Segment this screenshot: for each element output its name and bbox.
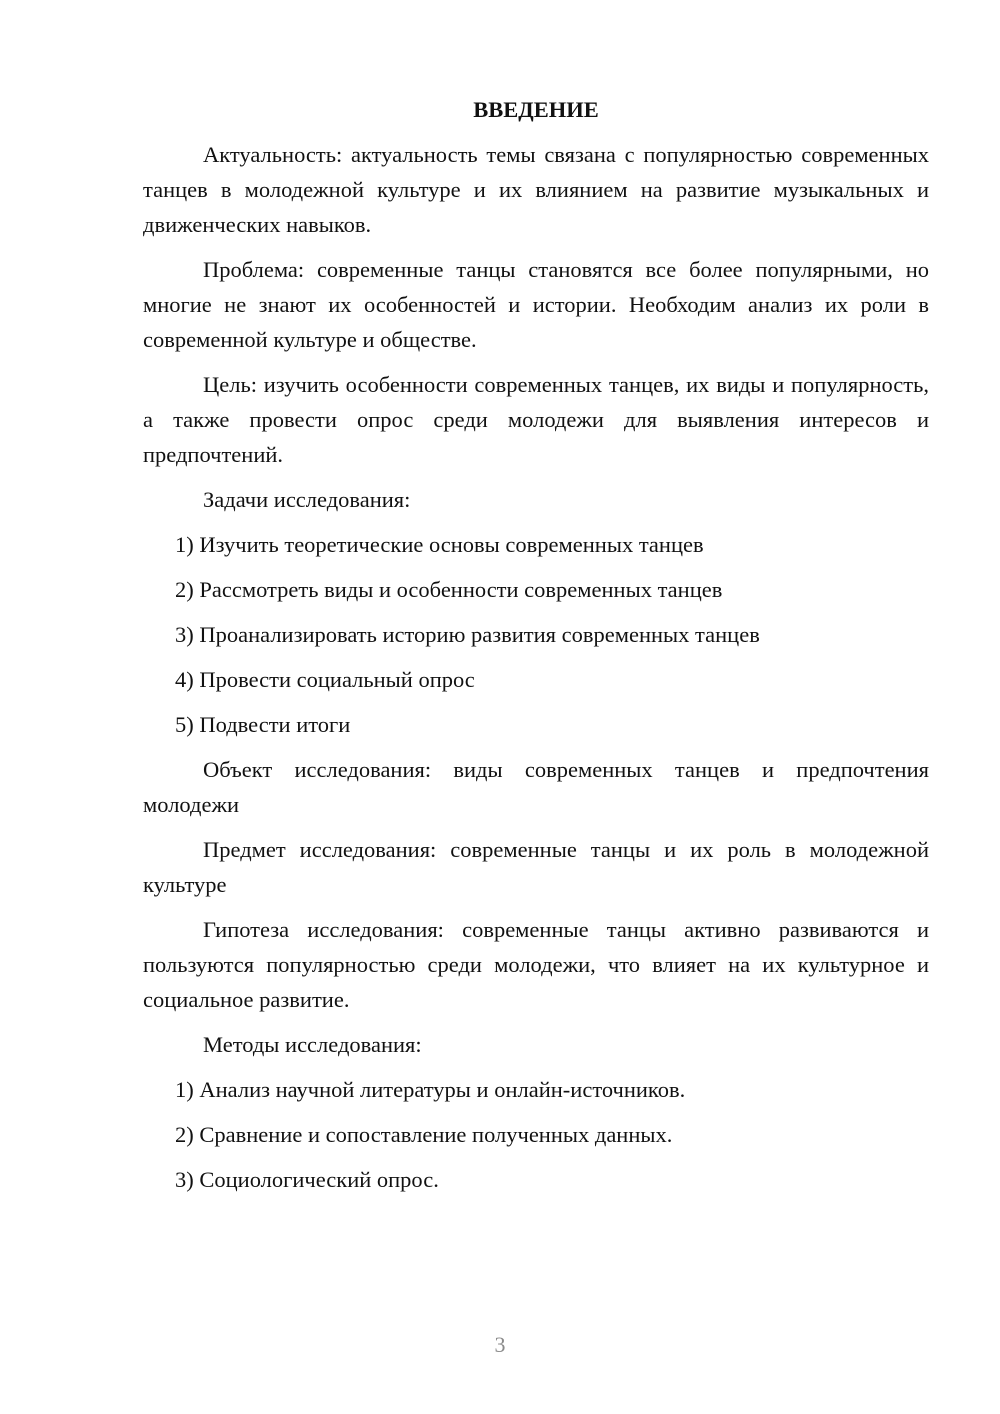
subject-paragraph: Предмет исследования: современные танцы и их роль в молодежной культуре	[143, 837, 929, 897]
methods-title: Методы исследования:	[203, 1032, 422, 1057]
task-item: 1) Изучить теоретические основы современных танцев	[175, 532, 704, 557]
method-item: 3) Социологический опрос.	[175, 1167, 439, 1192]
goal-paragraph: Цель: изучить особенности современных танцев, их виды и популярность, а также провести опрос среди молодежи для выявления интересов и предпочтений.	[143, 372, 929, 467]
tasks-list	[143, 527, 929, 742]
page-content	[143, 92, 929, 1207]
task-item: 3) Проанализировать историю развития современных танцев	[175, 622, 760, 647]
methods-list	[143, 1072, 929, 1197]
method-item: 1) Анализ научной литературы и онлайн-источников.	[175, 1077, 686, 1102]
page-number: 3	[494, 1332, 506, 1357]
problem-paragraph: Проблема: современные танцы становятся все более популярными, но многие не знают их особенностей и истории. Необходим анализ их роли в современной культуре и обществе.	[143, 257, 929, 352]
method-item: 2) Сравнение и сопоставление полученных данных.	[175, 1122, 673, 1147]
task-item: 5) Подвести итоги	[175, 712, 351, 737]
task-item: 4) Провести социальный опрос	[175, 667, 475, 692]
tasks-title: Задачи исследования:	[203, 487, 411, 512]
section-heading: ВВЕДЕНИЕ	[473, 97, 599, 122]
relevance-paragraph: Актуальность: актуальность темы связана с популярностью современных танцев в молодежной культуре и их влиянием на развитие музыкальных и движенческих навыков.	[143, 142, 929, 237]
object-paragraph: Объект исследования: виды современных танцев и предпочтения молодежи	[143, 757, 929, 817]
task-item: 2) Рассмотреть виды и особенности современных танцев	[175, 577, 723, 602]
hypothesis-paragraph: Гипотеза исследования: современные танцы активно развиваются и пользуются популярностью среди молодежи, что влияет на их культурное и социальное развитие.	[143, 917, 929, 1012]
